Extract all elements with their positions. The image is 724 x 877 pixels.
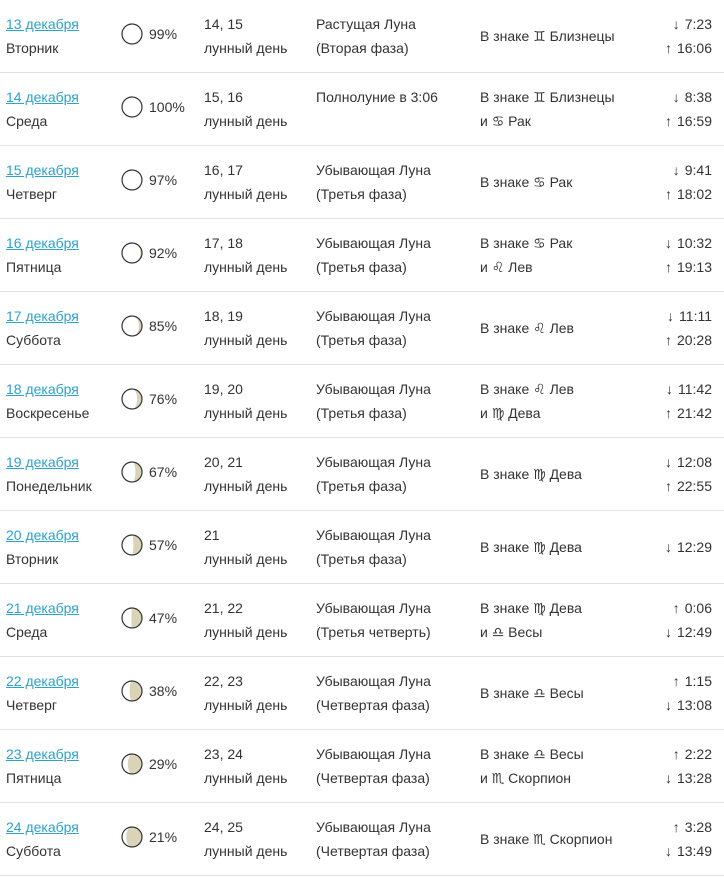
date-cell — [6, 742, 79, 790]
lunar-day-label: лунный день — [204, 551, 288, 567]
zodiac-sign-line: В знаке ♋ Рак — [480, 235, 573, 251]
moon-cell — [120, 679, 177, 703]
zodiac-sign-line: В знаке ♏ Скорпион — [480, 831, 613, 847]
moonrise-moonset-cell — [665, 815, 712, 863]
table-row — [0, 584, 724, 657]
lunar-day-cell — [204, 523, 287, 571]
moon-time-line — [665, 231, 712, 255]
moon-time-value: 16:06 — [676, 40, 712, 56]
moon-time-value: 12:08 — [676, 454, 712, 470]
lunar-day-label: лунный день — [204, 332, 288, 348]
date-cell — [6, 231, 79, 279]
phase-title: Убывающая Луна — [316, 600, 431, 616]
date-link[interactable]: 13 декабря — [6, 16, 79, 32]
moon-time-line — [665, 304, 712, 328]
moon-time-line — [665, 450, 712, 474]
date-cell — [6, 85, 79, 133]
lunar-day-cell — [204, 12, 287, 60]
moonrise-moonset-cell — [665, 304, 712, 352]
date-link[interactable]: 20 декабря — [6, 527, 79, 543]
moon-time-value: 20:28 — [676, 332, 712, 348]
moon-time-line — [665, 12, 712, 36]
moon-time-line — [665, 839, 712, 863]
arrow-down-icon: ↓ — [664, 454, 672, 470]
date-link[interactable]: 18 декабря — [6, 381, 79, 397]
arrow-up-icon: ↑ — [672, 819, 680, 835]
weekday-label: Среда — [6, 113, 48, 129]
phase-cell — [316, 450, 431, 498]
moon-time-value: 21:42 — [676, 405, 712, 421]
date-link[interactable]: 17 декабря — [6, 308, 79, 324]
lunar-day-numbers: 21, 22 — [204, 600, 243, 616]
zodiac-sign-line: и ♋ Рак — [480, 113, 531, 129]
lunar-day-label: лунный день — [204, 113, 288, 129]
zodiac-sign-line: В знаке ♌ Лев — [480, 381, 574, 397]
arrow-up-icon: ↑ — [664, 405, 672, 421]
moon-cell — [120, 168, 177, 192]
moon-phase-icon — [120, 606, 144, 630]
phase-cell — [316, 231, 431, 279]
illumination-percent: 76% — [149, 391, 178, 407]
zodiac-cell — [480, 742, 584, 790]
phase-cell — [316, 377, 431, 425]
zodiac-cell — [480, 24, 615, 48]
illumination-percent: 92% — [149, 245, 178, 261]
arrow-up-icon: ↑ — [664, 478, 672, 494]
zodiac-cell — [480, 681, 584, 705]
moon-time-line — [665, 474, 712, 498]
date-cell — [6, 377, 89, 425]
arrow-down-icon: ↓ — [664, 235, 672, 251]
arrow-up-icon: ↑ — [664, 113, 672, 129]
moon-phase-icon — [120, 679, 144, 703]
arrow-up-icon: ↑ — [664, 186, 672, 202]
phase-cell — [316, 523, 431, 571]
phase-subtitle: (Третья четверть) — [316, 624, 431, 640]
moonrise-moonset-cell — [665, 158, 712, 206]
arrow-up-icon: ↑ — [672, 746, 680, 762]
moon-time-line — [665, 815, 712, 839]
table-row — [0, 511, 724, 584]
phase-cell — [316, 12, 416, 60]
zodiac-cell — [480, 596, 582, 644]
arrow-down-icon: ↓ — [664, 770, 672, 786]
table-row — [0, 219, 724, 292]
moonrise-moonset-cell — [665, 535, 712, 559]
weekday-label: Воскресенье — [6, 405, 90, 421]
date-link[interactable]: 22 декабря — [6, 673, 79, 689]
zodiac-sign-line: В знаке ♍ Дева — [480, 466, 582, 482]
date-cell — [6, 596, 79, 644]
moon-time-value: 11:42 — [678, 381, 712, 397]
moon-time-line — [665, 182, 712, 206]
phase-subtitle: (Четвертая фаза) — [316, 770, 430, 786]
illumination-percent: 29% — [149, 756, 178, 772]
lunar-day-numbers: 19, 20 — [204, 381, 243, 397]
table-row — [0, 438, 724, 511]
zodiac-sign-line: В знаке ♊ Близнецы — [480, 89, 615, 105]
phase-subtitle: (Третья фаза) — [316, 332, 407, 348]
date-link[interactable]: 16 декабря — [6, 235, 79, 251]
lunar-day-cell — [204, 231, 287, 279]
arrow-up-icon: ↑ — [664, 332, 672, 348]
zodiac-sign-line: и ♎ Весы — [480, 624, 543, 640]
moon-phase-icon — [120, 825, 144, 849]
lunar-day-cell — [204, 85, 287, 133]
moon-phase-icon — [120, 314, 144, 338]
phase-subtitle: (Третья фаза) — [316, 551, 407, 567]
zodiac-sign-line: В знаке ♍ Дева — [480, 600, 582, 616]
lunar-day-label: лунный день — [204, 697, 288, 713]
date-cell — [6, 12, 79, 60]
date-cell — [6, 450, 92, 498]
date-cell — [6, 523, 79, 571]
lunar-day-label: лунный день — [204, 405, 288, 421]
moon-phase-icon — [120, 241, 144, 265]
moon-cell — [120, 533, 177, 557]
zodiac-sign-line: В знаке ♎ Весы — [480, 746, 584, 762]
date-link[interactable]: 24 декабря — [6, 819, 79, 835]
moon-cell — [120, 825, 177, 849]
date-link[interactable]: 15 декабря — [6, 162, 79, 178]
date-link[interactable]: 14 декабря — [6, 89, 79, 105]
weekday-label: Суббота — [6, 332, 61, 348]
date-link[interactable]: 23 декабря — [6, 746, 79, 762]
lunar-day-label: лунный день — [204, 843, 288, 859]
moon-time-line — [665, 669, 712, 693]
lunar-day-numbers: 15, 16 — [204, 89, 243, 105]
moon-time-line — [665, 377, 712, 401]
zodiac-cell — [480, 85, 615, 133]
table-row — [0, 292, 724, 365]
arrow-down-icon: ↓ — [664, 624, 672, 640]
lunar-day-numbers: 14, 15 — [204, 16, 243, 32]
table-row — [0, 730, 724, 803]
phase-title: Убывающая Луна — [316, 527, 431, 543]
moon-time-value: 7:23 — [684, 16, 712, 32]
phase-cell — [316, 304, 431, 352]
moon-phase-icon — [120, 95, 144, 119]
lunar-day-cell — [204, 742, 287, 790]
date-cell — [6, 815, 79, 863]
phase-subtitle: (Третья фаза) — [316, 186, 407, 202]
arrow-down-icon: ↓ — [672, 16, 680, 32]
lunar-day-numbers: 18, 19 — [204, 308, 243, 324]
weekday-label: Вторник — [6, 40, 59, 56]
phase-title: Убывающая Луна — [316, 454, 431, 470]
phase-subtitle: (Третья фаза) — [316, 405, 407, 421]
lunar-day-cell — [204, 304, 287, 352]
arrow-up-icon: ↑ — [672, 600, 680, 616]
phase-cell — [316, 815, 431, 863]
moon-time-value: 13:49 — [676, 843, 712, 859]
phase-title: Убывающая Луна — [316, 746, 431, 762]
illumination-percent: 21% — [149, 829, 178, 845]
date-cell — [6, 158, 79, 206]
illumination-percent: 57% — [149, 537, 178, 553]
moon-time-line — [665, 158, 712, 182]
zodiac-cell — [480, 535, 582, 559]
illumination-percent: 47% — [149, 610, 178, 626]
moonrise-moonset-cell — [665, 85, 712, 133]
moon-time-value: 13:28 — [676, 770, 712, 786]
moonrise-moonset-cell — [665, 596, 712, 644]
lunar-day-numbers: 16, 17 — [204, 162, 243, 178]
date-cell — [6, 304, 79, 352]
lunar-day-numbers: 17, 18 — [204, 235, 243, 251]
arrow-down-icon: ↓ — [667, 308, 675, 324]
moon-cell — [120, 95, 185, 119]
zodiac-sign-line: и ♌ Лев — [480, 259, 533, 275]
weekday-label: Вторник — [6, 551, 59, 567]
phase-title: Убывающая Луна — [316, 673, 431, 689]
phase-cell — [316, 742, 431, 790]
moon-cell — [120, 752, 177, 776]
phase-subtitle: (Третья фаза) — [316, 259, 407, 275]
table-row — [0, 803, 724, 876]
zodiac-cell — [480, 377, 574, 425]
moon-time-value: 19:13 — [676, 259, 712, 275]
weekday-label: Четверг — [6, 697, 58, 713]
lunar-day-cell — [204, 450, 287, 498]
date-link[interactable]: 21 декабря — [6, 600, 79, 616]
lunar-day-cell — [204, 815, 287, 863]
weekday-label: Понедельник — [6, 478, 92, 494]
moon-time-line — [665, 596, 712, 620]
arrow-up-icon: ↑ — [672, 673, 680, 689]
arrow-up-icon: ↑ — [664, 259, 672, 275]
moon-cell — [120, 22, 177, 46]
phase-title: Убывающая Луна — [316, 235, 431, 251]
moonrise-moonset-cell — [665, 231, 712, 279]
phase-subtitle: (Четвертая фаза) — [316, 843, 430, 859]
zodiac-sign-line: В знаке ♎ Весы — [480, 685, 584, 701]
lunar-day-numbers: 22, 23 — [204, 673, 243, 689]
moon-phase-icon — [120, 168, 144, 192]
moon-time-value: 9:41 — [684, 162, 712, 178]
lunar-day-label: лунный день — [204, 770, 288, 786]
phase-title: Убывающая Луна — [316, 819, 431, 835]
moon-phase-icon — [120, 22, 144, 46]
phase-cell — [316, 596, 431, 644]
lunar-day-label: лунный день — [204, 624, 288, 640]
moonrise-moonset-cell — [665, 669, 712, 717]
zodiac-sign-line: В знаке ♍ Дева — [480, 539, 582, 555]
weekday-label: Пятница — [6, 770, 62, 786]
illumination-percent: 38% — [149, 683, 178, 699]
date-cell — [6, 669, 79, 717]
table-row — [0, 0, 724, 73]
moon-time-value: 0:06 — [684, 600, 712, 616]
moon-time-value: 22:55 — [676, 478, 712, 494]
moon-phase-icon — [120, 387, 144, 411]
moonrise-moonset-cell — [665, 377, 712, 425]
table-row — [0, 365, 724, 438]
moon-time-line — [665, 36, 712, 60]
lunar-day-cell — [204, 669, 287, 717]
zodiac-cell — [480, 316, 574, 340]
lunar-day-cell — [204, 158, 287, 206]
moon-time-line — [665, 620, 712, 644]
phase-subtitle: (Четвертая фаза) — [316, 697, 430, 713]
phase-cell — [316, 158, 431, 206]
phase-subtitle: (Вторая фаза) — [316, 40, 409, 56]
moon-time-value: 10:32 — [676, 235, 712, 251]
arrow-down-icon: ↓ — [664, 539, 672, 555]
moon-cell — [120, 606, 177, 630]
weekday-label: Среда — [6, 624, 48, 640]
zodiac-sign-line: В знаке ♌ Лев — [480, 320, 574, 336]
arrow-down-icon: ↓ — [672, 162, 680, 178]
phase-title: Полнолуние в 3:06 — [316, 89, 438, 105]
lunar-day-label: лунный день — [204, 40, 288, 56]
phase-title: Убывающая Луна — [316, 308, 431, 324]
moon-time-value: 12:29 — [676, 539, 712, 555]
moon-time-line — [665, 255, 712, 279]
lunar-day-numbers: 21 — [204, 527, 220, 543]
illumination-percent: 99% — [149, 26, 178, 42]
arrow-down-icon: ↓ — [672, 89, 680, 105]
moon-time-value: 12:49 — [676, 624, 712, 640]
moon-time-line — [665, 109, 712, 133]
illumination-percent: 85% — [149, 318, 178, 334]
moon-time-value: 8:38 — [684, 89, 712, 105]
phase-cell — [316, 85, 438, 109]
moon-phase-icon — [120, 460, 144, 484]
moon-cell — [120, 241, 177, 265]
weekday-label: Четверг — [6, 186, 58, 202]
moon-time-value: 13:08 — [676, 697, 712, 713]
moon-phase-icon — [120, 533, 144, 557]
weekday-label: Пятница — [6, 259, 62, 275]
moon-time-line — [665, 693, 712, 717]
phase-title: Убывающая Луна — [316, 162, 431, 178]
lunar-day-cell — [204, 596, 287, 644]
illumination-percent: 97% — [149, 172, 178, 188]
moon-time-line — [665, 401, 712, 425]
weekday-label: Суббота — [6, 843, 61, 859]
moon-time-line — [665, 535, 712, 559]
moon-time-line — [665, 742, 712, 766]
moonrise-moonset-cell — [665, 450, 712, 498]
table-row — [0, 657, 724, 730]
lunar-day-label: лунный день — [204, 259, 288, 275]
moon-time-value: 18:02 — [676, 186, 712, 202]
lunar-day-numbers: 20, 21 — [204, 454, 243, 470]
zodiac-cell — [480, 231, 572, 279]
lunar-day-label: лунный день — [204, 478, 288, 494]
moon-cell — [120, 314, 177, 338]
moon-time-line — [665, 766, 712, 790]
lunar-day-label: лунный день — [204, 186, 288, 202]
zodiac-cell — [480, 170, 572, 194]
zodiac-cell — [480, 827, 612, 851]
lunar-day-numbers: 24, 25 — [204, 819, 243, 835]
moon-time-line — [665, 85, 712, 109]
moon-time-value: 3:28 — [684, 819, 712, 835]
moon-cell — [120, 387, 177, 411]
moonrise-moonset-cell — [665, 12, 712, 60]
zodiac-sign-line: и ♏ Скорпион — [480, 770, 572, 786]
phase-title: Растущая Луна — [316, 16, 416, 32]
illumination-percent: 100% — [149, 99, 185, 115]
arrow-down-icon: ↓ — [666, 381, 673, 397]
arrow-down-icon: ↓ — [664, 697, 672, 713]
zodiac-sign-line: и ♍ Дева — [480, 405, 541, 421]
arrow-down-icon: ↓ — [664, 843, 672, 859]
moon-time-line — [665, 328, 712, 352]
table-row — [0, 73, 724, 146]
moon-time-value: 11:11 — [679, 308, 712, 324]
lunar-day-numbers: 23, 24 — [204, 746, 243, 762]
illumination-percent: 67% — [149, 464, 178, 480]
arrow-up-icon: ↑ — [664, 40, 672, 56]
moon-cell — [120, 460, 177, 484]
moon-phase-icon — [120, 752, 144, 776]
lunar-day-cell — [204, 377, 287, 425]
moon-time-value: 1:15 — [684, 673, 712, 689]
moonrise-moonset-cell — [665, 742, 712, 790]
moon-time-value: 16:59 — [676, 113, 712, 129]
phase-subtitle: (Третья фаза) — [316, 478, 407, 494]
table-row — [0, 146, 724, 219]
zodiac-cell — [480, 462, 582, 486]
phase-cell — [316, 669, 431, 717]
phase-title: Убывающая Луна — [316, 381, 431, 397]
zodiac-sign-line: В знаке ♋ Рак — [480, 174, 573, 190]
moon-time-value: 2:22 — [684, 746, 712, 762]
date-link[interactable]: 19 декабря — [6, 454, 79, 470]
zodiac-sign-line: В знаке ♊ Близнецы — [480, 28, 615, 44]
